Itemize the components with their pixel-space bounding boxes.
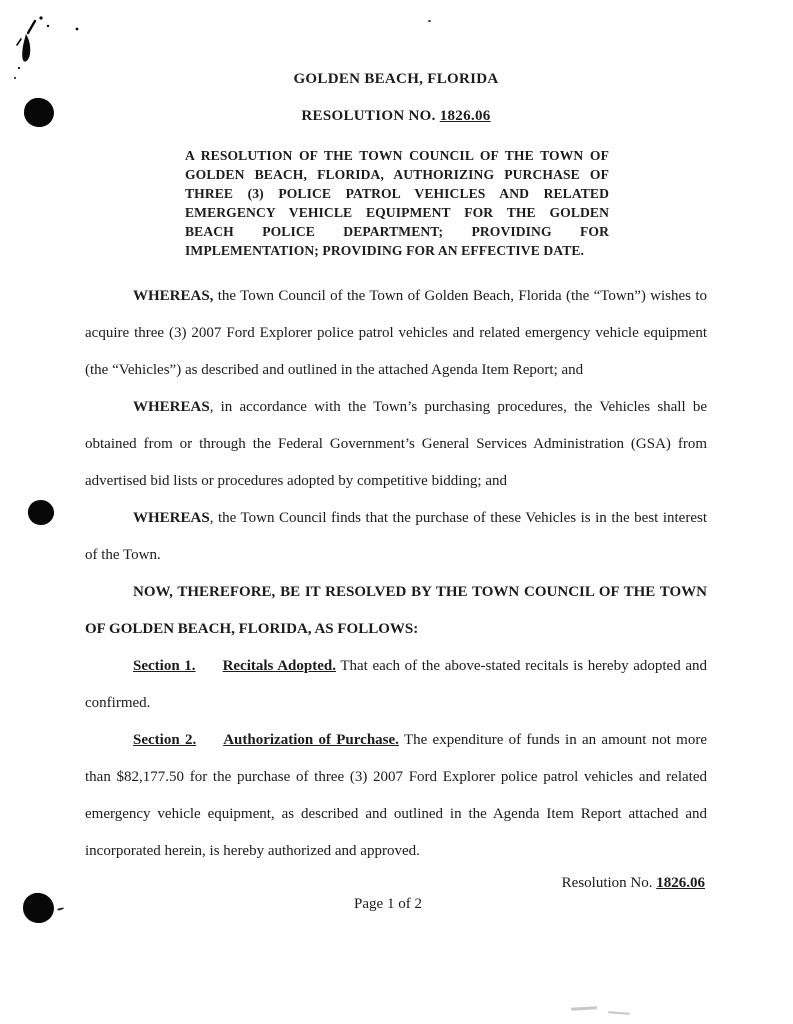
whereas-text: , in accordance with the Town’s purchasing procedures, the Vehicles shall be obtained from or through the Federal Government’s General Services Administration (GSA) from advertised bid lists or procedures adopted by competitive bidding; and	[85, 399, 707, 489]
section-1-paragraph	[85, 648, 707, 722]
whereas-lead: WHEREAS,	[133, 288, 214, 304]
whereas-text: the Town Council of the Town of Golden Beach, Florida (the “Town”) wishes to acquire three (3) 2007 Ford Explorer police patrol vehicles and related emergency vehicle equipment (the “Vehicles”) as described and outlined in the attached Agenda Item Report; and	[85, 288, 707, 378]
whereas-lead: WHEREAS	[133, 399, 210, 415]
section-title: Recitals Adopted.	[222, 658, 336, 674]
section-number: Section 2.	[133, 732, 197, 748]
footer-resolution-number	[85, 874, 707, 892]
resolution-label: RESOLUTION NO.	[301, 108, 440, 124]
whereas-paragraph-1	[85, 278, 707, 389]
footer-resolution-value: 1826.06	[656, 875, 705, 891]
whereas-paragraph-3	[85, 500, 707, 574]
section-2-paragraph	[85, 722, 707, 870]
whereas-paragraph-2	[85, 389, 707, 500]
page-indicator: Page 1 of 2	[354, 896, 422, 912]
scan-smudge	[571, 1006, 597, 1010]
document-body	[85, 278, 707, 870]
whereas-text: , the Town Council finds that the purchase of these Vehicles is in the best interest of the Town.	[85, 510, 707, 563]
section-text: The expenditure of funds in an amount not more than $82,177.50 for the purchase of three (3) 2007 Ford Explorer police patrol vehicles and related emergency vehicle equipment, as described and outlined in the Agenda Item Report attached and incorporated herein, is hereby authorized and approved.	[85, 732, 707, 859]
document-content	[0, 71, 793, 913]
resolution-number: 1826.06	[439, 108, 491, 124]
section-title: Authorization of Purchase.	[223, 732, 399, 748]
resolution-number-heading	[85, 108, 707, 125]
section-number: Section 1.	[133, 658, 196, 674]
footer-resolution-label: Resolution No.	[561, 875, 657, 891]
scan-speck	[428, 20, 431, 22]
document-title: GOLDEN BEACH, FLORIDA	[293, 71, 499, 87]
section-text: That each of the above-stated recitals is hereby adopted and confirmed.	[85, 658, 707, 711]
resolution-summary-block: A RESOLUTION OF THE TOWN COUNCIL OF THE TOWN OF GOLDEN BEACH, FLORIDA, AUTHORIZING PURCHASE OF THREE (3) POLICE PATROL VEHICLES AND RELATED EMERGENCY VEHICLE EQUIPMENT FOR THE GOLDEN BEACH POLICE DEPARTMENT; PROVIDING FOR IMPLEMENTATION; PROVIDING FOR AN EFFECTIVE DATE.	[185, 148, 609, 258]
resolved-clause: NOW, THEREFORE, BE IT RESOLVED BY THE TOWN COUNCIL OF THE TOWN OF GOLDEN BEACH, FLORIDA, AS FOLLOWS:	[85, 584, 707, 637]
page-footer	[85, 874, 707, 913]
scan-smudge	[608, 1011, 630, 1015]
whereas-lead: WHEREAS	[133, 510, 210, 526]
